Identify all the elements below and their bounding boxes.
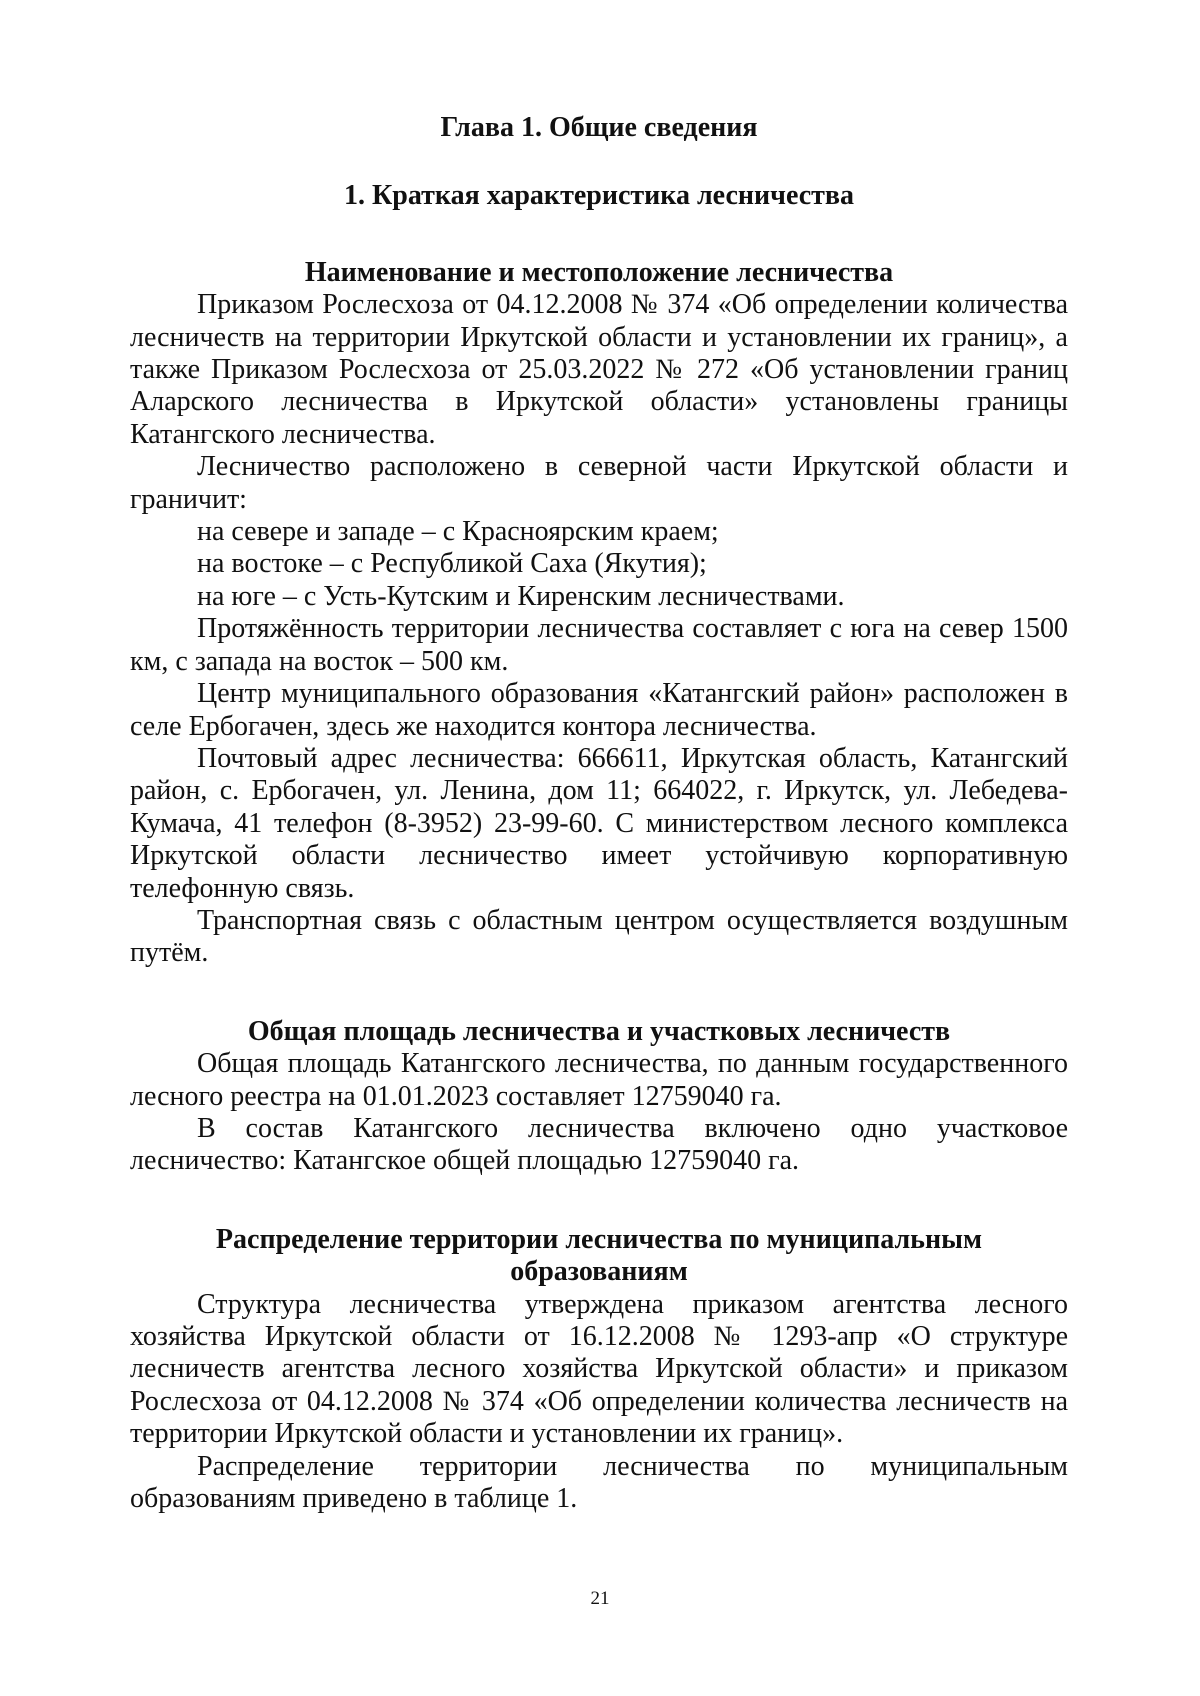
section-heading-line-1: Распределение территории лесничества по муниципальным xyxy=(215,1223,983,1255)
paragraph: на юге – с Усть-Кутским и Киренским лесничествами. xyxy=(197,580,845,612)
section-title: 1. Краткая характеристика лесничества xyxy=(343,180,855,212)
section-distribution xyxy=(130,1224,1068,1516)
paragraph: В состав Катангского лесничества включено одно участковое лесничество: Катангское общей площадью 12759040 га. xyxy=(130,1112,1068,1177)
paragraph: Почтовый адрес лесничества: 666611, Иркутская область, Катангский район, с. Ербогачен, ул. Ленина, дом 11; 664022, г. Иркутск, ул. Лебедева-Кумача, 41 телефон (8-3952) 23-99-60. С министерством лесного комплекса Иркутской области лесничество имеет устойчивую корпоративную телефонную связь. xyxy=(130,742,1068,904)
paragraph: Распределение территории лесничества по муниципальным образованиям приведено в таблице 1. xyxy=(130,1450,1068,1515)
paragraph: Центр муниципального образования «Катангский район» расположен в селе Ербогачен, здесь же находится контора лесничества. xyxy=(130,678,1068,742)
section-location xyxy=(130,257,1068,970)
paragraph: Структура лесничества утверждена приказом агентства лесного хозяйства Иркутской области от 16.12.2008 № 1293-апр «О структуре лесничеств агентства лесного хозяйства Иркутской области» и приказом Рослесхоза от 04.12.2008 № 374 «Об определении количества лесничеств на территории Иркутской области и установлении их границ». xyxy=(130,1288,1068,1450)
paragraph: Приказом Рослесхоза от 04.12.2008 № 374 «Об определении количества лесничеств на территории Иркутской области и установлении их границ», а также Приказом Рослесхоза от 25.03.2022 № 272 «Об установлении границ Аларского лесничества в Иркутской области» установлены границы Катангского лесничества. xyxy=(130,289,1068,450)
paragraph: Общая площадь Катангского лесничества, по данным государственного лесного реестра на 01.01.2023 составляет 12759040 га. xyxy=(130,1048,1068,1112)
paragraph: на востоке – с Республикой Саха (Якутия); xyxy=(197,548,707,580)
paragraph: Лесничество расположено в северной части Иркутской области и граничит: xyxy=(130,451,1068,515)
chapter-title: Глава 1. Общие сведения xyxy=(440,112,758,143)
section-heading: Наименование и местоположение лесничества xyxy=(304,256,894,288)
section-heading: Общая площадь лесничества и участковых лесничеств xyxy=(247,1015,951,1047)
section-area xyxy=(130,1016,1068,1178)
page-content xyxy=(130,112,1068,1515)
page-number: 21 xyxy=(590,1588,610,1609)
paragraph: на севере и западе – с Красноярским краем; xyxy=(197,516,719,548)
paragraph: Транспортная связь с областным центром осуществляется воздушным путём. xyxy=(130,904,1068,969)
paragraph: Протяжённость территории лесничества составляет с юга на север 1500 км, с запада на восток – 500 км. xyxy=(130,613,1068,677)
section-heading-line-2: образованиям xyxy=(510,1256,688,1288)
